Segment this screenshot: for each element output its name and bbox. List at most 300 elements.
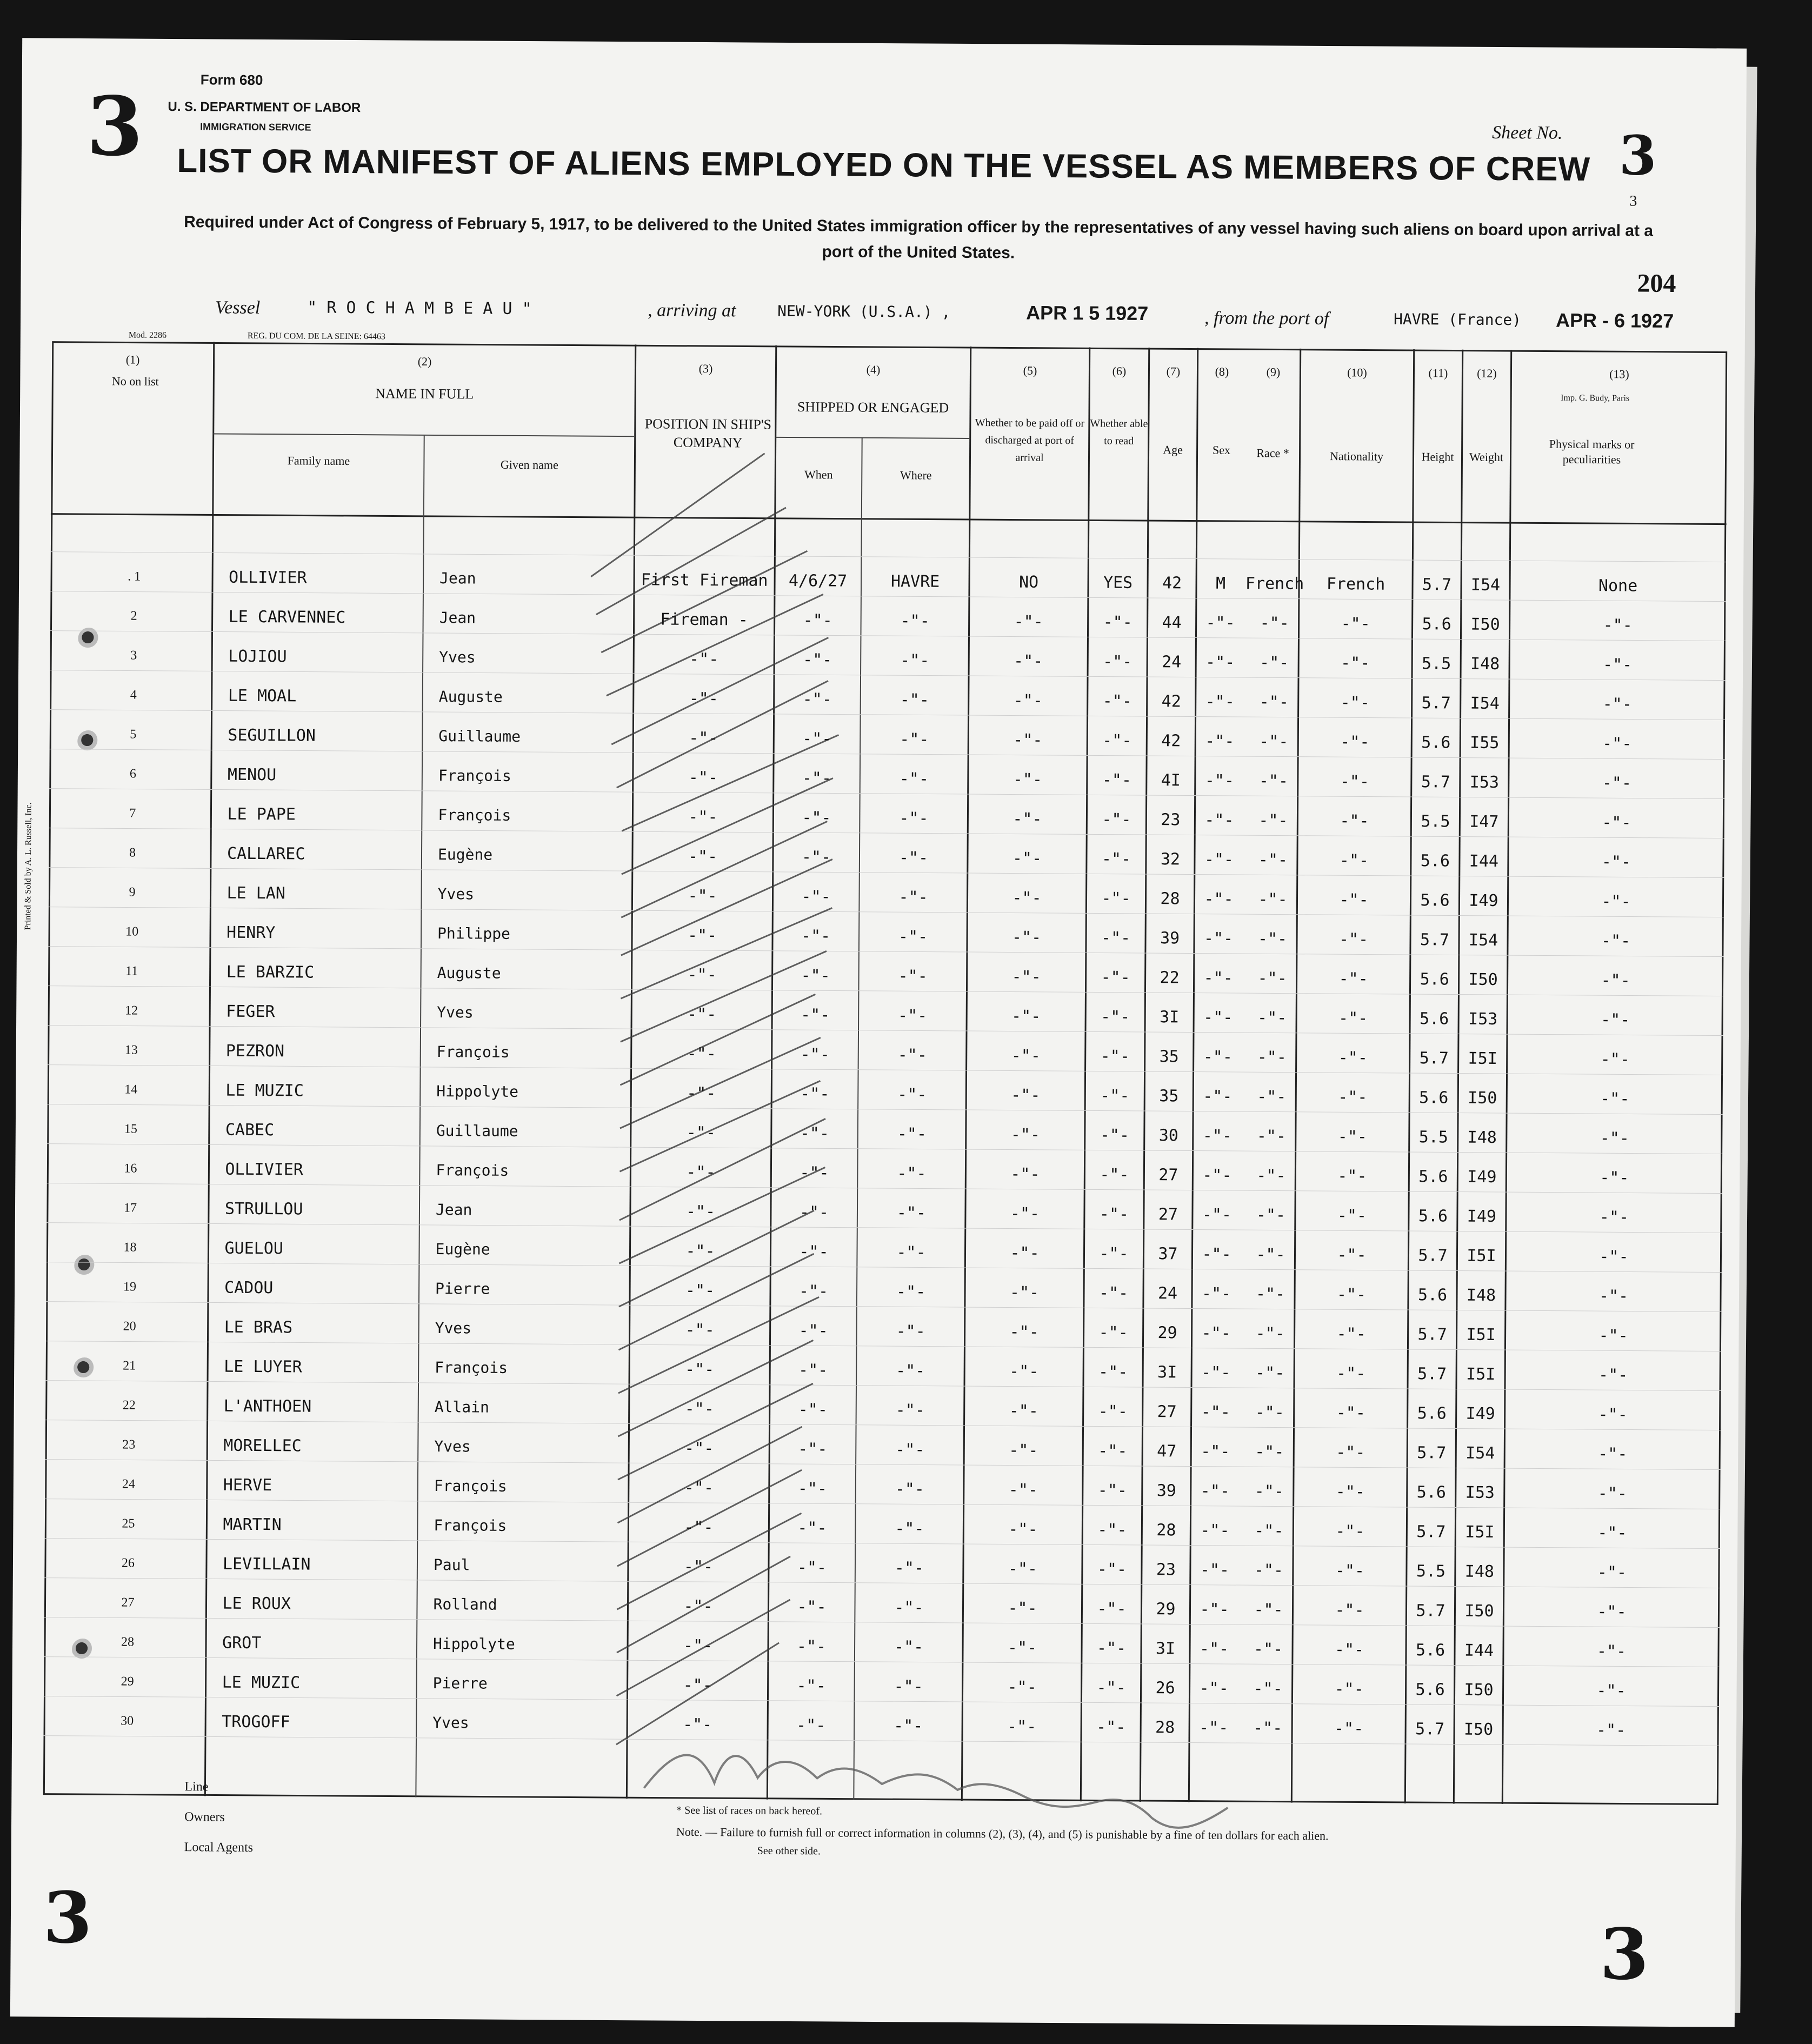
shipped-where-cell: -"- (896, 1322, 925, 1341)
shipped-when-cell: -"- (796, 1637, 827, 1656)
nationality-cell: -"- (1341, 614, 1370, 634)
col9-header: Race * (1256, 446, 1289, 460)
given-name-cell: François (434, 1476, 507, 1495)
weight-cell: I50 (1468, 970, 1498, 989)
col4-number: (4) (866, 362, 881, 376)
given-name-cell: François (436, 1161, 509, 1180)
row-number: 24 (122, 1477, 135, 1492)
position-cell: First Fireman (641, 570, 768, 590)
shipped-where-cell: -"- (896, 1282, 926, 1302)
family-name-cell: FEGER (226, 1002, 275, 1022)
sex-cell: -"- (1203, 968, 1233, 988)
sex-cell: -"- (1200, 1560, 1230, 1580)
col9-number: (9) (1266, 365, 1281, 379)
sex-cell: -"- (1204, 850, 1234, 870)
paid-off-cell: -"- (1010, 1243, 1040, 1263)
family-name-cell: TROGOFF (222, 1712, 290, 1732)
sex-cell: -"- (1200, 1481, 1230, 1501)
position-cell: -"- (687, 1044, 716, 1064)
physical-marks-cell: -"- (1598, 1366, 1628, 1385)
col10-header: Nationality (1329, 449, 1384, 463)
position-cell: -"- (686, 1123, 716, 1143)
vessel-name: " R O C H A M B E A U " (307, 298, 532, 319)
row-number: 20 (123, 1319, 136, 1334)
height-cell: 5.6 (1416, 1483, 1447, 1502)
given-name-cell: François (438, 767, 511, 785)
given-name-cell: Rolland (433, 1595, 497, 1614)
position-cell: -"- (688, 768, 718, 788)
shipped-when-cell: -"- (801, 887, 831, 907)
physical-marks-cell: -"- (1598, 1444, 1628, 1464)
given-name-cell: François (436, 1043, 510, 1061)
sheet-number: 3 (1618, 123, 1657, 188)
family-name-cell: LE BRAS (224, 1317, 293, 1337)
height-cell: 5.6 (1422, 615, 1451, 634)
family-name-cell: GUELOU (224, 1239, 284, 1259)
shipped-when-cell: -"- (799, 1242, 829, 1262)
age-cell: 37 (1158, 1244, 1178, 1264)
given-name-cell: Hippolyte (436, 1082, 519, 1101)
family-name-cell: LE MUZIC (222, 1673, 301, 1693)
able-to-read-cell: -"- (1097, 1520, 1127, 1540)
sheet-label: Sheet No. (1492, 122, 1563, 143)
nationality-cell: -"- (1338, 1009, 1368, 1028)
row-number: 7 (129, 806, 136, 821)
nationality-cell: -"- (1336, 1285, 1367, 1304)
sex-cell: -"- (1204, 771, 1235, 791)
weight-cell: I50 (1468, 1088, 1497, 1108)
table-grid (43, 341, 1727, 1806)
family-name-cell: MENOU (227, 765, 277, 785)
age-cell: 3I (1155, 1639, 1176, 1659)
given-name-cell: Guillaume (438, 727, 521, 745)
row-number: 19 (123, 1280, 137, 1294)
race-cell: -"- (1259, 732, 1289, 751)
given-name-cell: Guillaume (436, 1122, 518, 1140)
height-cell: 5.6 (1420, 851, 1450, 871)
paid-off-cell: -"- (1007, 1717, 1037, 1736)
able-to-read-cell: -"- (1101, 968, 1130, 987)
row-number: 22 (122, 1398, 136, 1413)
paid-off-cell: -"- (1013, 730, 1043, 750)
shipped-where-cell: -"- (894, 1598, 924, 1617)
nationality-cell: -"- (1337, 1167, 1367, 1186)
weight-cell: I5I (1465, 1364, 1496, 1384)
physical-marks-cell: -"- (1600, 1129, 1630, 1148)
col4-header: SHIPPED OR ENGAGED (797, 399, 949, 416)
sex-cell: -"- (1204, 810, 1234, 830)
given-name-cell: Paul (433, 1555, 470, 1574)
row-number: 3 (130, 648, 137, 663)
family-name-cell: LE BARZIC (226, 962, 315, 982)
race-cell: -"- (1256, 1127, 1287, 1146)
race-cell: -"- (1259, 693, 1289, 712)
nationality-cell: -"- (1336, 1403, 1365, 1423)
age-cell: 47 (1157, 1442, 1177, 1461)
shipped-where-cell: -"- (898, 967, 928, 986)
shipped-where-cell: -"- (897, 1124, 927, 1144)
age-cell: 24 (1157, 1284, 1178, 1303)
family-name-cell: LE MOAL (228, 686, 297, 706)
nationality-cell: -"- (1339, 890, 1369, 910)
paid-off-cell: -"- (1014, 612, 1043, 631)
paid-off-cell: -"- (1013, 691, 1043, 710)
row-number: 8 (129, 845, 136, 860)
position-cell: -"- (684, 1439, 714, 1459)
page-title: LIST OR MANIFEST OF ALIENS EMPLOYED ON THE VESSEL AS MEMBERS OF CREW (177, 142, 1591, 189)
weight-cell: I53 (1468, 1009, 1498, 1029)
paid-off-cell: -"- (1012, 770, 1043, 789)
physical-marks-cell: -"- (1596, 1721, 1626, 1740)
service-name: IMMIGRATION SERVICE (200, 121, 311, 133)
col10-number: (10) (1347, 365, 1367, 379)
family-name-cell: PEZRON (225, 1041, 285, 1061)
family-name-cell: OLLIVIER (229, 568, 307, 588)
vessel-line (215, 293, 1729, 335)
department-name: U. S. DEPARTMENT OF LABOR (168, 99, 361, 116)
col5-header: Whether to be paid off or discharged at port of arrival (975, 417, 1085, 464)
col7-number: (7) (1166, 364, 1181, 378)
nationality-cell: -"- (1336, 1364, 1366, 1383)
shipped-when-cell: -"- (802, 729, 832, 749)
height-cell: 5.7 (1417, 1325, 1447, 1344)
height-cell: 5.6 (1419, 1009, 1449, 1029)
position-cell: -"- (687, 926, 717, 946)
given-name-cell: Allain (434, 1397, 490, 1416)
family-name-cell: OLLIVIER (225, 1160, 304, 1180)
given-name-cell: Hippolyte (432, 1634, 515, 1653)
family-name-cell: MORELLEC (223, 1436, 302, 1456)
nationality-cell: -"- (1340, 733, 1370, 752)
nationality-cell: -"- (1335, 1482, 1365, 1502)
row-number: 6 (129, 767, 136, 781)
row-number: 10 (125, 924, 139, 939)
position-cell: -"- (687, 1004, 717, 1024)
physical-marks-cell: -"- (1596, 1681, 1626, 1701)
paid-off-cell: -"- (1009, 1362, 1039, 1381)
physical-marks-cell: -"- (1602, 774, 1632, 793)
race-cell: -"- (1254, 1600, 1283, 1620)
height-cell: 5.6 (1418, 1167, 1448, 1187)
shipped-when-cell: -"- (801, 848, 831, 867)
sex-cell: M (1215, 574, 1226, 593)
col3-number: (3) (698, 361, 713, 376)
race-cell: -"- (1255, 1284, 1285, 1304)
row-number: 29 (121, 1674, 134, 1689)
col4-where-header: Where (900, 468, 932, 482)
paid-off-cell: -"- (1011, 1086, 1041, 1105)
physical-marks-cell: -"- (1602, 734, 1632, 754)
col13-number: (13) (1609, 367, 1629, 381)
able-to-read-cell: -"- (1099, 1204, 1129, 1224)
sex-cell: -"- (1202, 1126, 1233, 1146)
shipped-when-cell: -"- (802, 808, 831, 828)
age-cell: 39 (1160, 929, 1180, 948)
weight-cell: I54 (1470, 694, 1500, 714)
nationality-cell: -"- (1334, 1680, 1364, 1699)
race-cell: -"- (1255, 1363, 1285, 1383)
race-cell: -"- (1254, 1561, 1284, 1580)
row-number: 21 (123, 1359, 136, 1373)
position-cell: -"- (682, 1715, 712, 1735)
able-to-read-cell: -"- (1102, 810, 1131, 829)
shipped-when-cell: -"- (802, 769, 832, 788)
height-cell: 5.6 (1419, 1088, 1449, 1108)
race-cell: -"- (1258, 890, 1288, 909)
nationality-cell: -"- (1340, 693, 1370, 713)
nationality-cell: -"- (1337, 1206, 1367, 1226)
age-cell: 29 (1157, 1323, 1177, 1343)
able-to-read-cell: -"- (1096, 1639, 1127, 1658)
col2-given-header: Given name (500, 457, 558, 472)
sex-cell: -"- (1202, 1166, 1232, 1185)
paid-off-cell: -"- (1012, 809, 1042, 829)
paid-off-cell: -"- (1010, 1204, 1040, 1223)
weight-cell: I48 (1467, 1128, 1497, 1147)
able-to-read-cell: -"- (1102, 731, 1132, 750)
height-cell: 5.6 (1421, 733, 1451, 753)
nationality-cell: -"- (1335, 1561, 1365, 1581)
age-cell: 35 (1159, 1047, 1179, 1067)
col3-header: POSITION IN SHIP'S COMPANY (644, 416, 772, 451)
height-cell: 5.5 (1421, 812, 1450, 831)
physical-marks-cell: -"- (1597, 1602, 1627, 1622)
shipped-when-cell: -"- (801, 927, 831, 946)
height-cell: 5.7 (1421, 773, 1451, 792)
height-cell: 5.6 (1415, 1641, 1445, 1660)
owners-label: Owners (184, 1810, 225, 1825)
age-cell: 35 (1159, 1087, 1179, 1106)
race-cell: French (1245, 574, 1304, 594)
sex-cell: -"- (1205, 692, 1235, 712)
physical-marks-cell: -"- (1601, 853, 1631, 872)
shipped-when-cell: -"- (800, 1124, 830, 1143)
given-name-cell: Pierre (432, 1674, 488, 1693)
able-to-read-cell: -"- (1097, 1481, 1128, 1500)
weight-cell: I5I (1466, 1325, 1496, 1344)
shipped-where-cell: -"- (897, 1046, 927, 1065)
physical-marks-cell: -"- (1597, 1563, 1627, 1582)
nationality-cell: -"- (1340, 811, 1369, 831)
age-cell: 42 (1161, 731, 1181, 751)
given-name-cell: Philippe (437, 924, 511, 943)
height-cell: 5.7 (1417, 1443, 1447, 1463)
shipped-where-cell: -"- (899, 809, 929, 828)
row-number: 15 (124, 1122, 137, 1136)
nationality-cell: -"- (1334, 1719, 1364, 1739)
family-name-cell: LE LAN (226, 883, 286, 903)
col1-number: (1) (125, 352, 140, 367)
races-note: * See list of races on back hereof. (676, 1804, 823, 1817)
able-to-read-cell: -"- (1100, 1007, 1130, 1027)
physical-marks-cell: -"- (1602, 813, 1631, 833)
nationality-cell: -"- (1338, 930, 1369, 949)
weight-cell: I44 (1469, 851, 1499, 871)
position-cell: -"- (689, 728, 718, 748)
position-cell: -"- (685, 1320, 715, 1340)
age-cell: 28 (1155, 1718, 1175, 1737)
weight-cell: I50 (1470, 615, 1500, 635)
shipped-when-cell: -"- (799, 1203, 829, 1222)
able-to-read-cell: -"- (1102, 691, 1132, 711)
height-cell: 5.5 (1421, 654, 1451, 674)
line-label: Line (184, 1780, 209, 1794)
race-cell: -"- (1254, 1521, 1284, 1541)
given-name-cell: Yves (437, 1003, 474, 1022)
row-number: 28 (121, 1635, 135, 1649)
race-cell: -"- (1256, 1206, 1286, 1225)
paid-off-cell: -"- (1008, 1599, 1037, 1618)
race-cell: -"- (1254, 1482, 1284, 1501)
corner-number-left: 3 (43, 1876, 92, 1960)
weight-cell: I5I (1465, 1522, 1495, 1542)
given-name-cell: François (438, 806, 511, 824)
nationality-cell: -"- (1337, 1246, 1367, 1265)
family-name-cell: LE MUZIC (225, 1081, 304, 1101)
position-cell: -"- (687, 965, 717, 985)
weight-cell: I54 (1465, 1443, 1495, 1463)
able-to-read-cell: -"- (1098, 1323, 1128, 1342)
nationality-cell: -"- (1339, 851, 1369, 870)
shipped-where-cell: -"- (900, 651, 930, 670)
race-cell: -"- (1257, 1087, 1287, 1107)
paid-off-cell: -"- (1012, 849, 1042, 868)
weight-cell: I47 (1469, 812, 1499, 832)
shipped-when-cell: -"- (803, 650, 832, 670)
age-cell: 3I (1160, 1008, 1180, 1027)
able-to-read-cell: -"- (1099, 1244, 1129, 1263)
registry-number: REG. DU COM. DE LA SEINE: 64463 (247, 331, 386, 342)
col8-number: (8) (1215, 364, 1229, 378)
col2-number: (2) (417, 354, 432, 368)
age-cell: 23 (1156, 1560, 1176, 1580)
physical-marks-cell: -"- (1599, 1208, 1629, 1227)
sex-cell: -"- (1203, 1087, 1233, 1106)
position-cell: -"- (685, 1281, 715, 1301)
age-cell: 42 (1161, 692, 1181, 711)
given-name-cell: Jean (439, 569, 476, 588)
shipped-where-cell: -"- (895, 1361, 925, 1381)
age-cell: 3I (1157, 1363, 1177, 1382)
weight-cell: I49 (1465, 1404, 1495, 1423)
page-subtitle: Required under Act of Congress of February 5, 1917, to be delivered to the United States immigration officer by the representatives of any vessel having such aliens on board upon arrival at a port of the United States. (184, 213, 1654, 262)
family-name-cell: HENRY (226, 923, 276, 943)
height-cell: 5.7 (1416, 1522, 1446, 1542)
weight-cell: I50 (1464, 1601, 1494, 1621)
shipped-where-cell: -"- (895, 1519, 924, 1539)
height-cell: 5.5 (1418, 1128, 1449, 1147)
physical-marks-cell: -"- (1602, 695, 1632, 714)
mod-number: Mod. 2286 (128, 330, 167, 340)
race-cell: -"- (1260, 614, 1289, 633)
signature (633, 1723, 1255, 1846)
row-number: . 1 (128, 569, 141, 584)
race-cell: -"- (1257, 1008, 1287, 1028)
shipped-when-cell: -"- (798, 1321, 828, 1341)
able-to-read-cell: -"- (1096, 1717, 1126, 1737)
race-cell: -"- (1256, 1166, 1286, 1186)
shipped-where-cell: -"- (900, 690, 929, 710)
sex-cell: -"- (1204, 889, 1234, 909)
row-number: 25 (122, 1516, 135, 1531)
position-cell: -"- (684, 1399, 714, 1419)
paid-off-cell: -"- (1011, 1046, 1041, 1066)
sex-cell: -"- (1199, 1679, 1229, 1698)
age-cell: 23 (1161, 810, 1181, 830)
shipped-where-cell: HAVRE (890, 572, 940, 591)
shipped-where-cell: -"- (895, 1480, 925, 1499)
physical-marks-cell: -"- (1600, 1010, 1630, 1030)
able-to-read-cell: -"- (1102, 770, 1132, 790)
shipped-where-cell: -"- (894, 1559, 924, 1578)
physical-marks-cell: -"- (1600, 1168, 1629, 1188)
family-name-cell: CALLAREC (226, 844, 305, 864)
shipped-where-cell: -"- (897, 1085, 927, 1104)
age-cell: 32 (1160, 850, 1181, 869)
able-to-read-cell: -"- (1102, 652, 1132, 671)
nationality-cell: -"- (1338, 1048, 1368, 1068)
footer (10, 1779, 1736, 2016)
able-to-read-cell: -"- (1100, 1165, 1129, 1184)
height-cell: 5.7 (1418, 1246, 1448, 1266)
shipped-where-cell: -"- (894, 1637, 924, 1657)
local-agents-label: Local Agents (184, 1840, 254, 1855)
manifest-page (10, 38, 1747, 2027)
able-to-read-cell: -"- (1101, 928, 1131, 948)
col1-header: No on list (111, 374, 159, 388)
able-to-read-cell: -"- (1103, 612, 1132, 632)
family-name-cell: STRULLOU (224, 1199, 303, 1219)
able-to-read-cell: -"- (1097, 1560, 1127, 1579)
sex-cell: -"- (1205, 653, 1235, 673)
physical-marks-cell: -"- (1602, 655, 1633, 675)
position-cell: -"- (689, 689, 718, 709)
paid-off-cell: -"- (1010, 1125, 1041, 1144)
age-cell: 27 (1157, 1402, 1177, 1422)
shipped-where-cell: -"- (900, 611, 930, 631)
able-to-read-cell: -"- (1097, 1599, 1127, 1619)
weight-cell: I53 (1469, 773, 1500, 793)
age-cell: 42 (1162, 574, 1182, 593)
col12-header: Weight (1469, 450, 1504, 464)
height-cell: 5.6 (1417, 1404, 1447, 1423)
shipped-when-cell: -"- (796, 1716, 826, 1735)
sex-cell: -"- (1201, 1363, 1231, 1382)
sex-cell: -"- (1205, 613, 1235, 633)
physical-marks-cell: -"- (1600, 1050, 1630, 1069)
position-cell: -"- (688, 807, 718, 827)
position-cell: -"- (683, 1596, 713, 1616)
col7-header: Age (1163, 443, 1183, 457)
shipped-where-cell: -"- (897, 1164, 927, 1183)
physical-marks-cell: -"- (1600, 1089, 1630, 1109)
position-cell: -"- (685, 1241, 715, 1261)
height-cell: 5.7 (1421, 694, 1451, 713)
form-number: Form 680 (200, 71, 263, 89)
col11-number: (11) (1428, 366, 1448, 380)
shipped-where-cell: -"- (898, 848, 929, 868)
paid-off-cell: -"- (1011, 928, 1042, 947)
race-cell: -"- (1259, 653, 1289, 673)
row-number: 17 (123, 1201, 137, 1215)
weight-cell: I55 (1470, 733, 1500, 753)
position-cell: -"- (687, 1083, 716, 1103)
arriving-label: , arriving at (648, 300, 736, 321)
race-cell: -"- (1258, 850, 1288, 870)
age-cell: 27 (1158, 1166, 1178, 1185)
paid-off-cell: -"- (1011, 967, 1041, 987)
height-cell: 5.5 (1416, 1562, 1446, 1581)
